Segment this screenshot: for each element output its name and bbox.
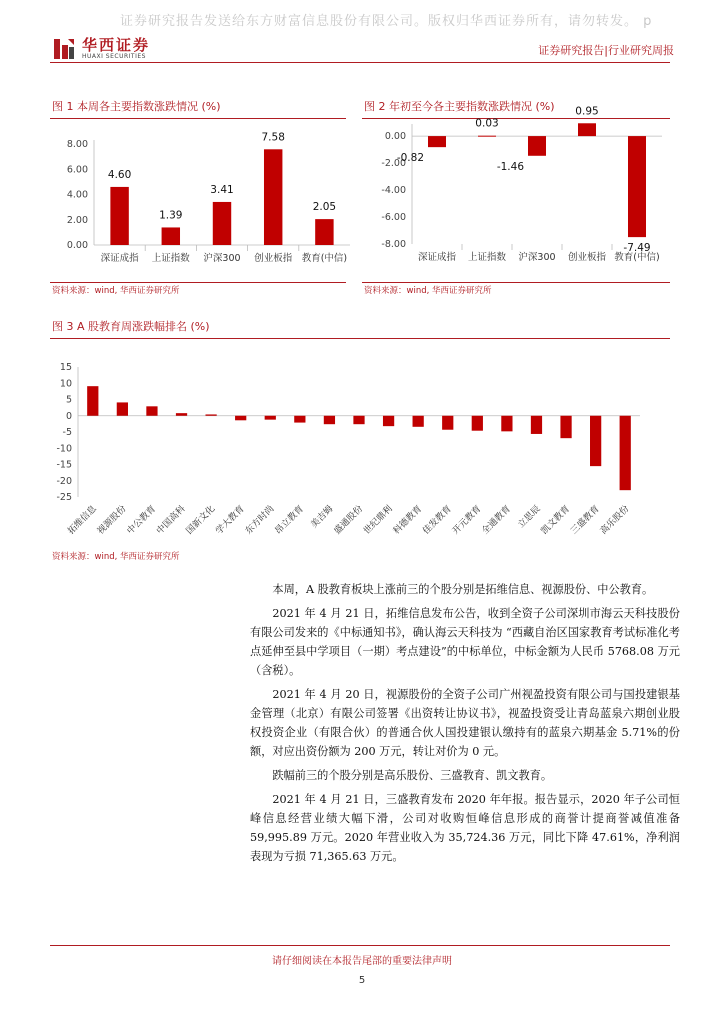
bar xyxy=(531,416,542,434)
bar xyxy=(294,416,305,423)
header-rule xyxy=(50,62,670,63)
bar xyxy=(413,416,424,427)
data-label: 1.39 xyxy=(159,209,183,222)
data-label: 4.60 xyxy=(107,168,132,181)
x-tick-label: 高乐股份 xyxy=(598,504,632,537)
y-tick-label: -2.00 xyxy=(381,158,406,170)
bar xyxy=(442,416,453,430)
y-tick-label: -15 xyxy=(56,459,72,471)
bar xyxy=(117,402,128,415)
body-text xyxy=(250,580,680,871)
x-tick-label: 深证成指 xyxy=(100,253,139,264)
bar xyxy=(428,136,446,147)
bar xyxy=(501,416,512,432)
bar xyxy=(146,406,157,415)
x-tick-label: 美吉姆 xyxy=(309,504,336,531)
brand-logo-icon xyxy=(52,37,76,65)
y-tick-label: -20 xyxy=(56,475,72,487)
bar xyxy=(528,136,546,156)
fig3-source: 资料来源：wind, 华西证券研究所 xyxy=(52,552,180,562)
brand-name: 华西证券 xyxy=(82,36,151,54)
x-tick-label: 教育(中信) xyxy=(301,253,348,264)
bar xyxy=(560,416,571,438)
x-tick-label: 盛通股份 xyxy=(332,504,366,537)
x-tick-label: 佳发教育 xyxy=(421,504,454,537)
y-tick-label: 5 xyxy=(65,394,72,406)
bar xyxy=(265,416,276,420)
x-tick-label: 沪深300 xyxy=(518,252,556,263)
x-tick-label: 中国高科 xyxy=(155,504,188,537)
fig2-bottom-rule xyxy=(362,282,670,283)
x-tick-label: 上证指数 xyxy=(467,252,507,263)
fig1-source: 资料来源：wind, 华西证券研究所 xyxy=(52,286,180,296)
bar xyxy=(324,416,335,424)
bar xyxy=(383,416,394,426)
y-tick-label: -8.00 xyxy=(381,239,406,250)
y-tick-label: 8.00 xyxy=(66,139,88,150)
bar xyxy=(590,416,601,466)
data-label: -1.46 xyxy=(496,160,524,173)
paragraph: 本周，A 股教育板块上涨前三的个股分别是拓维信息、视源股份、中公教育。 xyxy=(272,583,654,596)
fig1-title: 图 1 本周各主要指数涨跌情况 (%) xyxy=(52,100,221,113)
bar xyxy=(620,416,631,490)
bar xyxy=(162,227,180,245)
y-tick-label: -6.00 xyxy=(381,212,406,224)
paragraph: 2021 年 4 月 21 日，拓维信息发布公告，收到全资子公司深圳市海云天科技股份有限公司发来的《中标通知书》，确认海云天科技为 “西藏自治区国家教育考试标准化考点延伸至县中学项目（一期）考点建设”的中标单位，中标金额为人民币 5768.08 万元（含税）。 xyxy=(250,607,680,677)
y-tick-label: 2.00 xyxy=(66,214,88,226)
bar xyxy=(315,219,333,245)
y-tick-label: 15 xyxy=(59,362,72,373)
y-tick-label: -10 xyxy=(56,443,72,455)
x-tick-label: 上证指数 xyxy=(151,253,190,264)
paragraph: 2021 年 4 月 20 日，视源股份的全资子公司广州视盈投资有限公司与国投建银基金管理（北京）有限公司签署《出资转让协议书》，视盈投资受让青岛蓝泉六期创业股权投资企业（有限合伙）的普通合伙人国投建银认缴持有的蓝泉六期基金 5.71%的份额，对应出资份额为 200 万元，转让对价为 0 元。 xyxy=(250,688,680,758)
bar xyxy=(213,202,231,245)
x-tick-label: 科德教育 xyxy=(391,504,425,537)
y-tick-label: -5 xyxy=(62,427,72,438)
report-type: 证券研究报告|行业研究周报 xyxy=(538,44,674,57)
data-label: 7.58 xyxy=(261,131,285,144)
legal-notice: 请仔细阅读在本报告尾部的重要法律声明 xyxy=(272,956,452,967)
data-label: 0.95 xyxy=(575,105,599,118)
x-tick-label: 立思辰 xyxy=(516,504,543,531)
data-label: 3.41 xyxy=(210,183,234,196)
paragraph: 跌幅前三的个股分别是高乐股份、三盛教育、凯文教育。 xyxy=(272,769,553,782)
bar xyxy=(87,386,98,416)
page-number: 5 xyxy=(358,975,366,986)
bar xyxy=(478,136,496,137)
x-tick-label: 创业板指 xyxy=(254,253,293,264)
footer-rule xyxy=(50,945,670,946)
x-tick-label: 深证成指 xyxy=(417,252,457,263)
x-tick-label: 东方时尚 xyxy=(243,504,277,537)
data-label: 0.03 xyxy=(475,117,499,130)
bar xyxy=(628,136,646,237)
y-tick-label: -4.00 xyxy=(381,185,406,197)
x-tick-label: 昂立教育 xyxy=(273,504,306,537)
x-tick-label: 创业板指 xyxy=(567,252,607,263)
x-tick-label: 世纪鼎利 xyxy=(362,504,395,537)
data-label: 2.05 xyxy=(312,201,337,214)
y-tick-label: 4.00 xyxy=(66,189,88,201)
y-tick-label: 0 xyxy=(65,410,72,422)
fig1-bar-chart xyxy=(50,120,355,282)
fig3-title: 图 3 A 股教育周涨跌幅排名 (%) xyxy=(52,320,210,333)
bar xyxy=(264,149,282,245)
bar xyxy=(235,416,246,421)
x-tick-label: 凯文教育 xyxy=(539,504,573,537)
x-tick-label: 开元教育 xyxy=(450,504,484,537)
fig2-source: 资料来源：wind, 华西证券研究所 xyxy=(364,286,492,296)
bar xyxy=(176,413,187,416)
x-tick-label: 视源股份 xyxy=(95,504,129,537)
x-tick-label: 全通教育 xyxy=(480,504,514,537)
bar xyxy=(353,416,364,424)
fig3-title-rule xyxy=(50,338,670,339)
fig1-bottom-rule xyxy=(50,282,346,283)
x-tick-label: 教育(中信) xyxy=(614,252,660,263)
watermark-text: 证券研究报告发送给东方财富信息股份有限公司。版权归华西证券所有，请勿转发。 p xyxy=(120,14,653,29)
x-tick-label: 国新文化 xyxy=(184,504,218,537)
brand-subtitle: HUAXI SECURITIES xyxy=(82,53,146,60)
data-label: -0.82 xyxy=(396,152,424,165)
fig2-title: 图 2 年初至今各主要指数涨跌情况 (%) xyxy=(364,100,555,113)
fig2-title-rule xyxy=(362,118,670,119)
bar xyxy=(205,414,216,415)
x-tick-label: 中公教育 xyxy=(125,504,159,537)
bar xyxy=(472,416,483,431)
data-label: -7.49 xyxy=(623,242,651,255)
x-tick-label: 沪深300 xyxy=(203,253,241,264)
fig3-bar-chart xyxy=(50,355,650,547)
fig1-title-rule xyxy=(50,118,346,119)
bar xyxy=(578,123,596,136)
x-tick-label: 三盛教育 xyxy=(569,504,602,537)
x-tick-label: 学大教育 xyxy=(214,504,247,537)
y-tick-label: 6.00 xyxy=(66,164,88,176)
bar xyxy=(110,187,128,245)
y-tick-label: 0.00 xyxy=(384,131,406,143)
y-tick-label: -25 xyxy=(56,492,72,503)
y-tick-label: 10 xyxy=(59,378,72,390)
x-tick-label: 拓维信息 xyxy=(66,504,99,537)
y-tick-label: 0.00 xyxy=(66,240,88,251)
paragraph: 2021 年 4 月 21 日，三盛教育发布 2020 年年报。报告显示，2020 年子公司恒峰信息经营业绩大幅下滑，公司对收购恒峰信息形成的商誉计提商誉减值准备 59,995.89 万元。2020 年营业收入为 35,724.36 万元，同比下降 47.61%，净利润表现为亏损 71,365.63 万元。 xyxy=(250,793,680,863)
